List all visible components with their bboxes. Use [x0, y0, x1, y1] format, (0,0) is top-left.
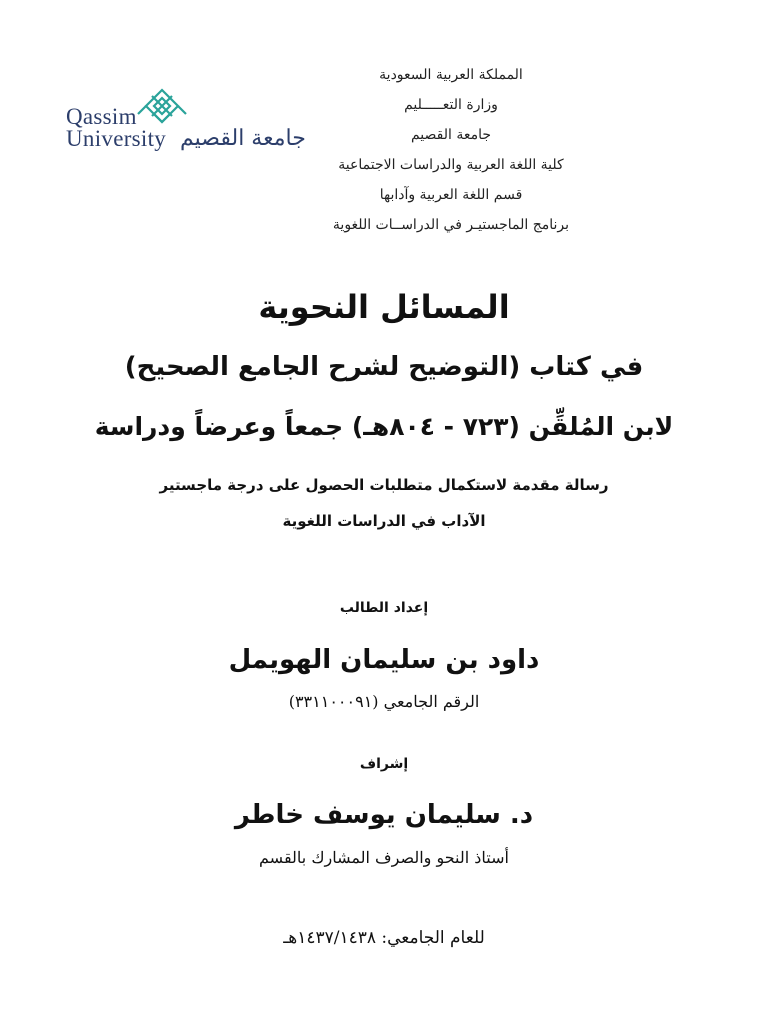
logo-arabic-text: جامعة القصيم [180, 126, 306, 151]
header-line-department: قسم اللغة العربية وآدابها [379, 187, 523, 203]
supervisor-title: أستاذ النحو والصرف المشارك بالقسم [259, 848, 509, 867]
student-name: داود بن سليمان الهويمل [228, 645, 540, 675]
prepared-by-label: إعداد الطالب [339, 600, 429, 616]
thesis-title-line2: في كتاب (التوضيح لشرح الجامع الصحيح) [124, 352, 644, 382]
degree-statement-line1: رسالة مقدمة لاستكمال متطلبات الحصول على درجة ماجستير [159, 476, 609, 494]
header-line-country: المملكة العربية السعودية [379, 67, 523, 83]
student-id: الرقم الجامعي (٣٣١١٠٠٠٩١) [288, 692, 480, 711]
header-line-ministry: وزارة التعـــــليم [404, 97, 498, 113]
institution-header [286, 60, 616, 240]
logo-latin-text [66, 106, 166, 150]
thesis-title-main: المسائل النحوية [258, 288, 510, 326]
academic-year: للعام الجامعي: ١٤٣٧/١٤٣٨هـ [283, 928, 485, 948]
thesis-title-line3: لابن المُلقِّن (٧٢٣ - ٨٠٤هـ) جمعاً وعرضاً ودراسة [94, 412, 674, 441]
supervisor-name: د. سليمان يوسف خاطر [234, 800, 534, 830]
supervision-label: إشراف [359, 756, 409, 772]
header-line-program: برنامج الماجستيـر في الدراســات اللغوية [332, 217, 570, 233]
header-line-university: جامعة القصيم [410, 127, 492, 143]
logo-latin-line1: Qassim [66, 104, 137, 129]
logo-latin-line2: University [66, 126, 167, 151]
degree-statement-line2: الآداب في الدراسات اللغوية [282, 512, 486, 530]
qassim-university-logo [66, 88, 306, 168]
header-line-college: كلية اللغة العربية والدراسات الاجتماعية [338, 157, 564, 173]
